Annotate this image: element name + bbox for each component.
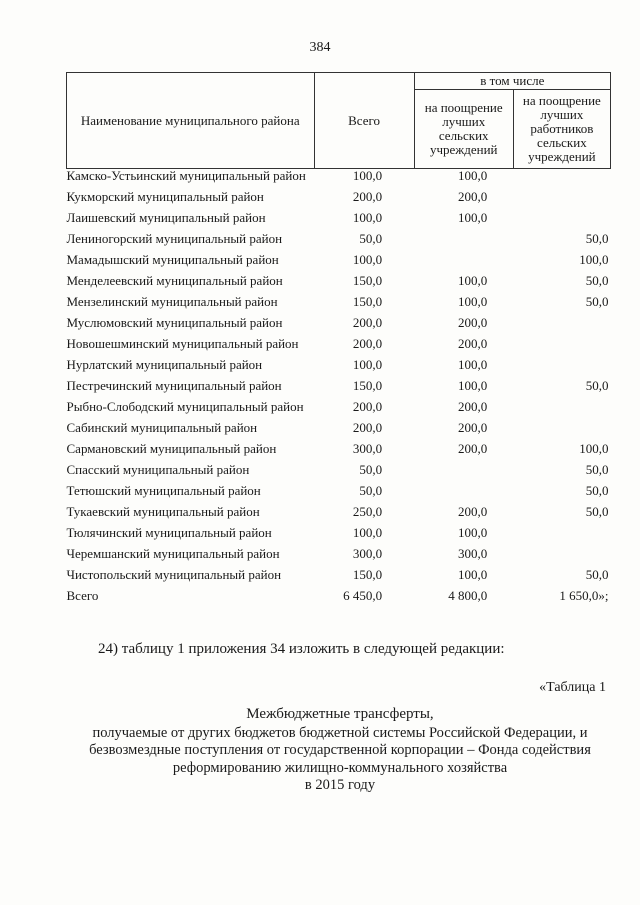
district-name-cell: Кукморский муниципальный район xyxy=(66,189,264,204)
total-value-cell: 150,0 xyxy=(352,294,383,309)
best-institutions-value-cell: 4 800,0 xyxy=(448,588,488,603)
best-workers-value-cell: 100,0 xyxy=(579,252,609,267)
table-row xyxy=(67,400,611,421)
table-label: «Таблица 1 xyxy=(539,680,606,695)
best-workers-value-cell xyxy=(513,211,610,232)
total-value-cell: 150,0 xyxy=(352,378,383,393)
total-value-cell: 50,0 xyxy=(359,231,383,246)
best-institutions-value-cell: 200,0 xyxy=(458,315,488,330)
table-row xyxy=(67,337,611,358)
header-district-name: Наименование муниципального района xyxy=(67,73,315,169)
district-name-cell: Лениногорский муниципальный район xyxy=(66,231,283,246)
best-workers-value-cell xyxy=(513,421,610,442)
best-institutions-value-cell: 200,0 xyxy=(458,420,488,435)
total-value-cell: 200,0 xyxy=(352,420,383,435)
amendment-item-24: 24) таблицу 1 приложения 34 изложить в следующей редакции: xyxy=(98,641,505,657)
best-workers-value-cell: 50,0 xyxy=(585,294,609,309)
total-value-cell: 250,0 xyxy=(352,504,383,519)
district-name-cell: Новошешминский муниципальный район xyxy=(66,336,299,351)
caption-line: получаемые от других бюджетов бюджетной системы Российской Федерации, и xyxy=(92,724,588,741)
total-value-cell: 200,0 xyxy=(352,189,383,204)
best-workers-value-cell xyxy=(513,526,610,547)
best-workers-value-cell xyxy=(513,169,610,191)
table-body xyxy=(67,169,611,611)
table-row xyxy=(67,190,611,211)
total-value-cell: 300,0 xyxy=(352,441,383,456)
best-institutions-value-cell: 300,0 xyxy=(458,546,488,561)
best-workers-value-cell: 1 650,0»; xyxy=(559,588,609,603)
best-workers-value-cell: 100,0 xyxy=(579,441,609,456)
table-row xyxy=(67,379,611,400)
header-including: в том числе xyxy=(414,73,610,90)
table-row xyxy=(67,484,611,505)
best-workers-value-cell: 50,0 xyxy=(585,504,609,519)
best-institutions-value-cell xyxy=(414,484,513,505)
district-name-cell: Пестречинский муниципальный район xyxy=(66,378,282,393)
best-institutions-value-cell: 200,0 xyxy=(458,336,488,351)
best-institutions-value-cell: 100,0 xyxy=(458,273,488,288)
table-row xyxy=(67,568,611,589)
district-name-cell: Сабинский муниципальный район xyxy=(66,420,258,435)
table-row xyxy=(67,421,611,442)
total-value-cell: 300,0 xyxy=(352,546,383,561)
best-institutions-value-cell xyxy=(414,253,513,274)
district-name-cell: Всего xyxy=(66,588,99,603)
total-value-cell: 100,0 xyxy=(352,210,383,225)
total-value-cell: 100,0 xyxy=(352,252,383,267)
best-institutions-value-cell: 100,0 xyxy=(458,567,488,582)
best-workers-value-cell xyxy=(513,337,610,358)
caption-title: Межбюджетные трансферты, xyxy=(246,706,434,722)
district-name-cell: Камско-Устьинский муниципальный район xyxy=(66,168,306,183)
best-workers-value-cell: 50,0 xyxy=(585,273,609,288)
total-value-cell: 50,0 xyxy=(359,483,383,498)
table-row xyxy=(67,505,611,526)
page-number: 384 xyxy=(309,40,331,55)
best-workers-value-cell xyxy=(513,190,610,211)
best-workers-value-cell xyxy=(513,316,610,337)
header-total: Всего xyxy=(314,73,414,169)
best-workers-value-cell: 50,0 xyxy=(585,483,609,498)
district-name-cell: Тукаевский муниципальный район xyxy=(66,504,260,519)
best-institutions-value-cell: 100,0 xyxy=(458,378,488,393)
district-name-cell: Сармановский муниципальный район xyxy=(66,441,277,456)
total-value-cell: 100,0 xyxy=(352,168,383,183)
best-institutions-value-cell xyxy=(414,232,513,253)
total-value-cell: 50,0 xyxy=(359,462,383,477)
table-row xyxy=(67,358,611,379)
total-value-cell: 100,0 xyxy=(352,525,383,540)
total-value-cell: 200,0 xyxy=(352,315,383,330)
best-institutions-value-cell: 100,0 xyxy=(458,294,488,309)
district-name-cell: Нурлатский муниципальный район xyxy=(66,357,263,372)
header-best-workers: на поощрение лучших работников сельских учреждений xyxy=(513,90,610,169)
table-row xyxy=(67,253,611,274)
table-row xyxy=(67,442,611,463)
district-name-cell: Рыбно-Слободский муниципальный район xyxy=(66,399,304,414)
best-institutions-value-cell xyxy=(414,463,513,484)
best-institutions-value-cell: 100,0 xyxy=(458,357,488,372)
best-workers-value-cell xyxy=(513,400,610,421)
caption-line: в 2015 году xyxy=(304,777,376,793)
caption-line: реформированию жилищно-коммунального хозяйства xyxy=(172,759,508,776)
district-name-cell: Мензелинский муниципальный район xyxy=(66,294,278,309)
best-workers-value-cell xyxy=(513,547,610,568)
district-name-cell: Менделеевский муниципальный район xyxy=(66,273,283,288)
total-value-cell: 200,0 xyxy=(352,399,383,414)
best-workers-value-cell: 50,0 xyxy=(585,378,609,393)
table-row xyxy=(67,274,611,295)
table-row xyxy=(67,211,611,232)
district-name-cell: Муслюмовский муниципальный район xyxy=(66,315,283,330)
total-value-cell: 150,0 xyxy=(352,567,383,582)
best-institutions-value-cell: 200,0 xyxy=(458,399,488,414)
district-name-cell: Тюлячинский муниципальный район xyxy=(66,525,272,540)
table-row xyxy=(67,526,611,547)
table-row xyxy=(67,169,611,191)
table-row xyxy=(67,316,611,337)
table-row xyxy=(67,589,611,610)
table-row xyxy=(67,547,611,568)
district-name-cell: Черемшанский муниципальный район xyxy=(66,546,280,561)
best-institutions-value-cell: 200,0 xyxy=(458,189,488,204)
table-row xyxy=(67,232,611,253)
table-row xyxy=(67,295,611,316)
header-best-institutions: на поощрение лучших сельских учреждений xyxy=(414,90,513,169)
total-value-cell: 6 450,0 xyxy=(343,588,383,603)
best-workers-value-cell xyxy=(513,358,610,379)
best-workers-value-cell: 50,0 xyxy=(585,567,609,582)
total-value-cell: 100,0 xyxy=(352,357,383,372)
caption-line: безвозмездные поступления от государственной корпорации – Фонда содействия xyxy=(89,742,591,758)
total-value-cell: 150,0 xyxy=(352,273,383,288)
district-name-cell: Тетюшский муниципальный район xyxy=(66,483,261,498)
district-name-cell: Спасский муниципальный район xyxy=(66,462,250,477)
district-name-cell: Лаишевский муниципальный район xyxy=(66,210,266,225)
district-name-cell: Мамадышский муниципальный район xyxy=(66,252,279,267)
total-value-cell: 200,0 xyxy=(352,336,383,351)
best-institutions-value-cell: 100,0 xyxy=(458,525,488,540)
best-institutions-value-cell: 100,0 xyxy=(458,210,488,225)
table-row xyxy=(67,463,611,484)
best-institutions-value-cell: 100,0 xyxy=(458,168,488,183)
transfers-table xyxy=(66,72,611,610)
district-name-cell: Чистопольский муниципальный район xyxy=(66,567,282,582)
best-workers-value-cell: 50,0 xyxy=(585,231,609,246)
best-institutions-value-cell: 200,0 xyxy=(458,441,488,456)
table-caption xyxy=(40,706,640,795)
best-institutions-value-cell: 200,0 xyxy=(458,504,488,519)
best-workers-value-cell: 50,0 xyxy=(585,462,609,477)
